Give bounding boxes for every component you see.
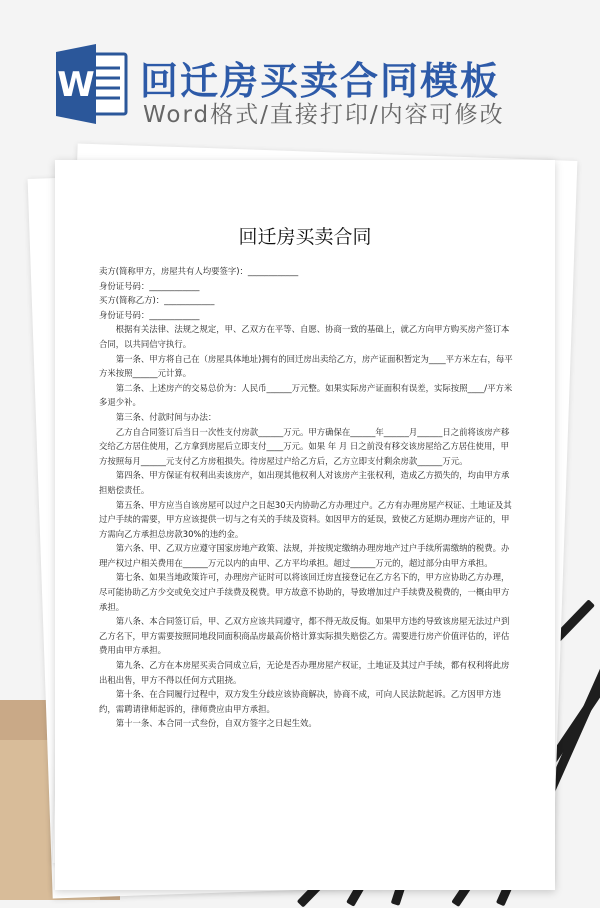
seller-line: 卖方(简称甲方，房屋共有人均要签字)：____________ (99, 266, 299, 276)
clause-9: 第九条、乙方在本房屋买卖合同成立后，无论是否办理房屋产权证，土地证及其过户手续，都有权利将此房出租出售，甲方不得以任何方式阻挠。 (99, 660, 510, 685)
page-title: 回迁房买卖合同模板 (140, 59, 501, 103)
document-body (99, 264, 515, 731)
clause-6: 第六条、甲、乙双方应遵守国家房地产政策、法规，并按规定缴纳办理房地产过户手续所需缴纳的税费。办理产权过户相关费用在______万元以内的由甲、乙方平均承担。超过______万元的，超过部分由甲方承担。 (99, 543, 510, 568)
document-page (55, 160, 555, 890)
preamble-paragraph: 根据有关法律、法规之规定，甲、乙双方在平等、自愿、协商一致的基础上，就乙方向甲方购买房产签订本合同，以共同信守执行。 (99, 324, 510, 349)
clause-3-heading: 第三条、付款时间与办法： (115, 411, 217, 422)
clause-8: 第八条、本合同签订后，甲、乙双方应该共同遵守，都不得无故反悔。如果甲方违约导致该房屋无法过户到乙方名下，甲方需要按照同地段同面积商品房最高价格计算实际损失赔偿乙方。需要进行房产价值评估的，评估费用由甲方承担。 (99, 616, 510, 656)
buyer-id-line: 身份证号码：____________ (99, 309, 200, 320)
clause-11: 第十一条、本合同一式叁份，自双方签字之日起生效。 (115, 718, 317, 729)
buyer-line: 买方(简称乙方)：____________ (99, 295, 215, 306)
clause-5: 第五条、甲方应当自该房屋可以过户之日起30天内协助乙方办理过户。乙方有办理房屋产权证、土地证及其过户手续的需要，甲方应该提供一切与之有关的手续及资料。如因甲方的延误，致使乙方延期办理房产证的，甲方需向乙方承担总房款30%的违约金。 (99, 499, 512, 539)
document-title: 回迁房买卖合同 (238, 226, 372, 248)
clause-10: 第十条、在合同履行过程中，双方发生分歧应该协商解决，协商不成，可向人民法院起诉。乙方因甲方违约，需聘请律师起诉的，律师费应由甲方承担。 (99, 689, 502, 714)
header-banner (0, 0, 600, 150)
clause-2: 第二条、上述房产的交易总价为：人民币______万元整。如果实际房产证面积有误差，实际按照____/平方米多退少补。 (99, 382, 513, 408)
clause-7: 第七条、如果当地政策许可，办理房产证时可以将该回迁房直接登记在乙方名下的，甲方应协助乙方办理，尽可能协助乙方少交或免交过户手续费及税费。甲方故意不协助的，导致增加过户手续费及税费的，一概由甲方承担。 (99, 572, 510, 612)
clause-4: 第四条、甲方保证有权利出卖该房产，如出现其他权利人对该房产主张权利，造成乙方损失的，均由甲方承担赔偿责任。 (99, 470, 510, 495)
clause-1: 第一条、甲方将自己在（房屋具体地址)拥有的回迁房出卖给乙方，房产证面积暂定为____平方米左右，每平方米按照______元计算。 (99, 353, 513, 379)
clause-3-body: 乙方自合同签订后当日一次性支付房款______万元。甲方确保在______年______月______日之前将该房产移交给乙方居住使用，乙方拿到房屋后立即支付____万元。如果 年 月 日之前没有移交该房屋给乙方居住使用，甲方按照每月______元支付乙方房租损失。待房屋过户给乙方后，乙方立即支付剩余房款______万元。 (99, 426, 510, 466)
word-icon (56, 44, 128, 124)
seller-id-line: 身份证号码：____________ (99, 280, 200, 291)
page-subtitle: Word格式/直接打印/内容可修改 (143, 102, 505, 128)
svg-text:W: W (57, 65, 95, 105)
